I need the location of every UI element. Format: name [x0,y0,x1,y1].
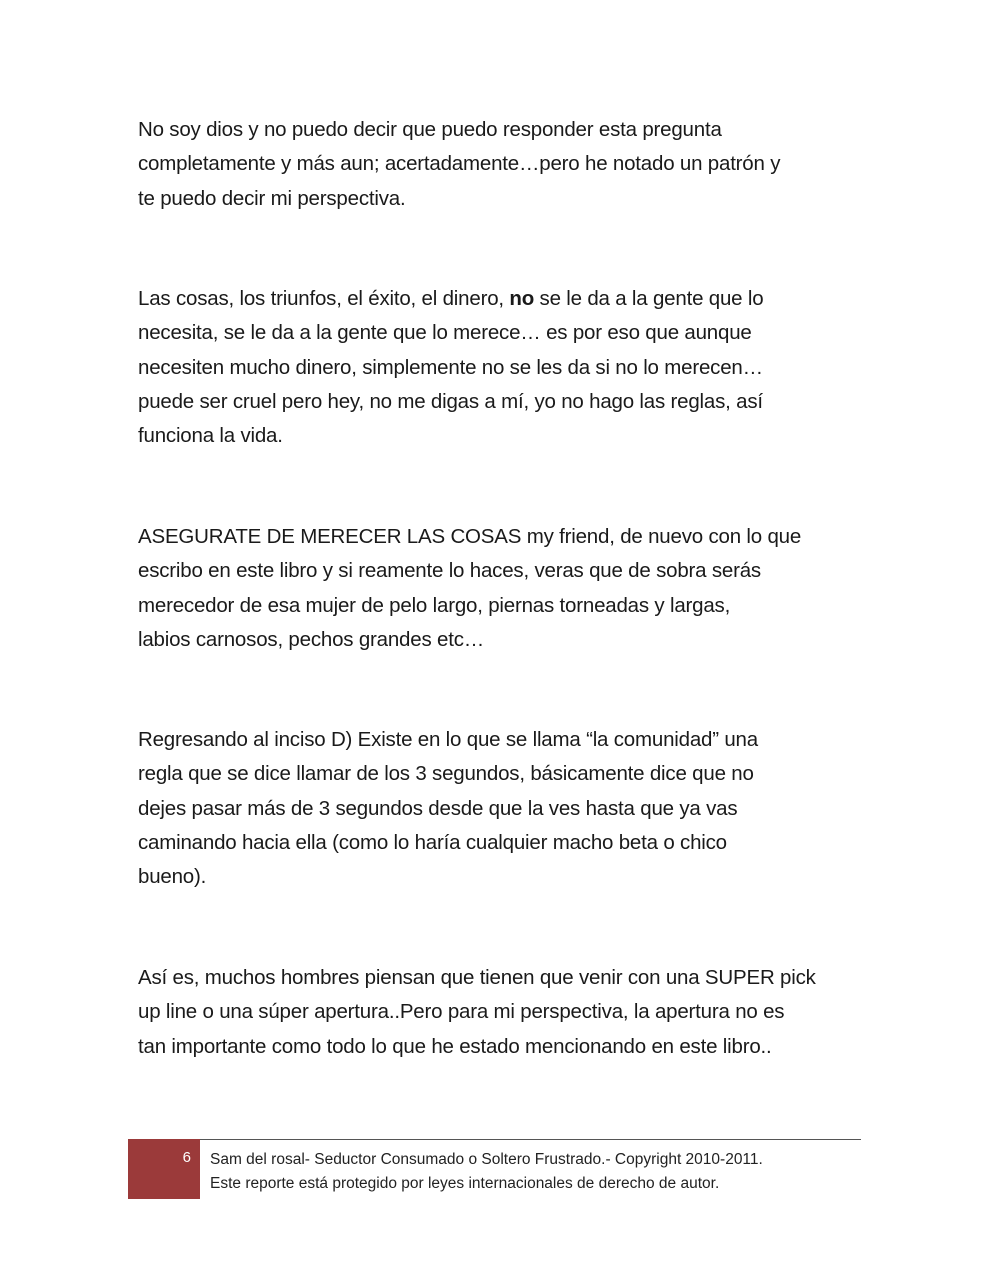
paragraph-5 [138,961,858,1064]
paragraph-line: caminando hacia ella (como lo haría cualquier macho beta o chico [138,830,727,854]
bold-emphasis: no [509,287,535,310]
text-segment: Las cosas, los triunfos, el éxito, el dinero, [138,287,510,310]
paragraph-line: up line o una súper apertura..Pero para mi perspectiva, la apertura no es [138,1000,785,1024]
paragraph-line: Así es, muchos hombres piensan que tienen que venir con una SUPER pick [138,966,816,989]
paragraph-line: merecedor de esa mujer de pelo largo, piernas torneadas y largas, [138,593,731,617]
paragraph-line: ASEGURATE DE MERECER LAS COSAS my friend, de nuevo con lo que [138,525,802,548]
paragraph-line: No soy dios y no puedo decir que puedo responder esta pregunta [138,118,722,141]
paragraph-line: regla que se dice llamar de los 3 segundos, básicamente dice que no [138,762,754,786]
paragraph-line-mixed [138,282,858,316]
paragraph-line: necesiten mucho dinero, simplemente no se les da si no lo merecen… [138,355,763,379]
footer-line-1: Sam del rosal- Seductor Consumado o Soltero Frustrado.- Copyright 2010-2011. [210,1151,763,1168]
paragraph-line: necesita, se le da a la gente que lo merece… es por eso que aunque [138,321,752,345]
paragraph-1 [138,113,858,216]
paragraph-line: funciona la vida. [138,424,283,448]
paragraph-line: puede ser cruel pero hey, no me digas a mí, yo no hago las reglas, así [138,389,763,413]
paragraph-line: tan importante como todo lo que he estado mencionando en este libro.. [138,1034,772,1058]
text-segment: se le da a la gente que lo [534,287,764,310]
page-footer [128,1139,861,1199]
page-number-box [128,1139,200,1199]
paragraph-line: escribo en este libro y si reamente lo haces, veras que de sobra serás [138,559,761,583]
footer-line-2: Este reporte está protegido por leyes internacionales de derecho de autor. [210,1175,720,1192]
page-number: 6 [182,1149,191,1166]
paragraph-3 [138,520,858,657]
paragraph-line: bueno). [138,865,207,889]
paragraph-4 [138,723,858,894]
paragraph-line: labios carnosos, pechos grandes etc… [138,627,485,651]
footer-divider [200,1139,861,1140]
footer-copyright [210,1148,763,1196]
paragraph-2 [138,282,858,453]
paragraph-line: completamente y más aun; acertadamente…pero he notado un patrón y [138,152,781,176]
paragraph-line: te puedo decir mi perspectiva. [138,186,406,210]
paragraph-line: Regresando al inciso D) Existe en lo que se llama “la comunidad” una [138,728,758,751]
paragraph-line: dejes pasar más de 3 segundos desde que la ves hasta que ya vas [138,796,738,820]
